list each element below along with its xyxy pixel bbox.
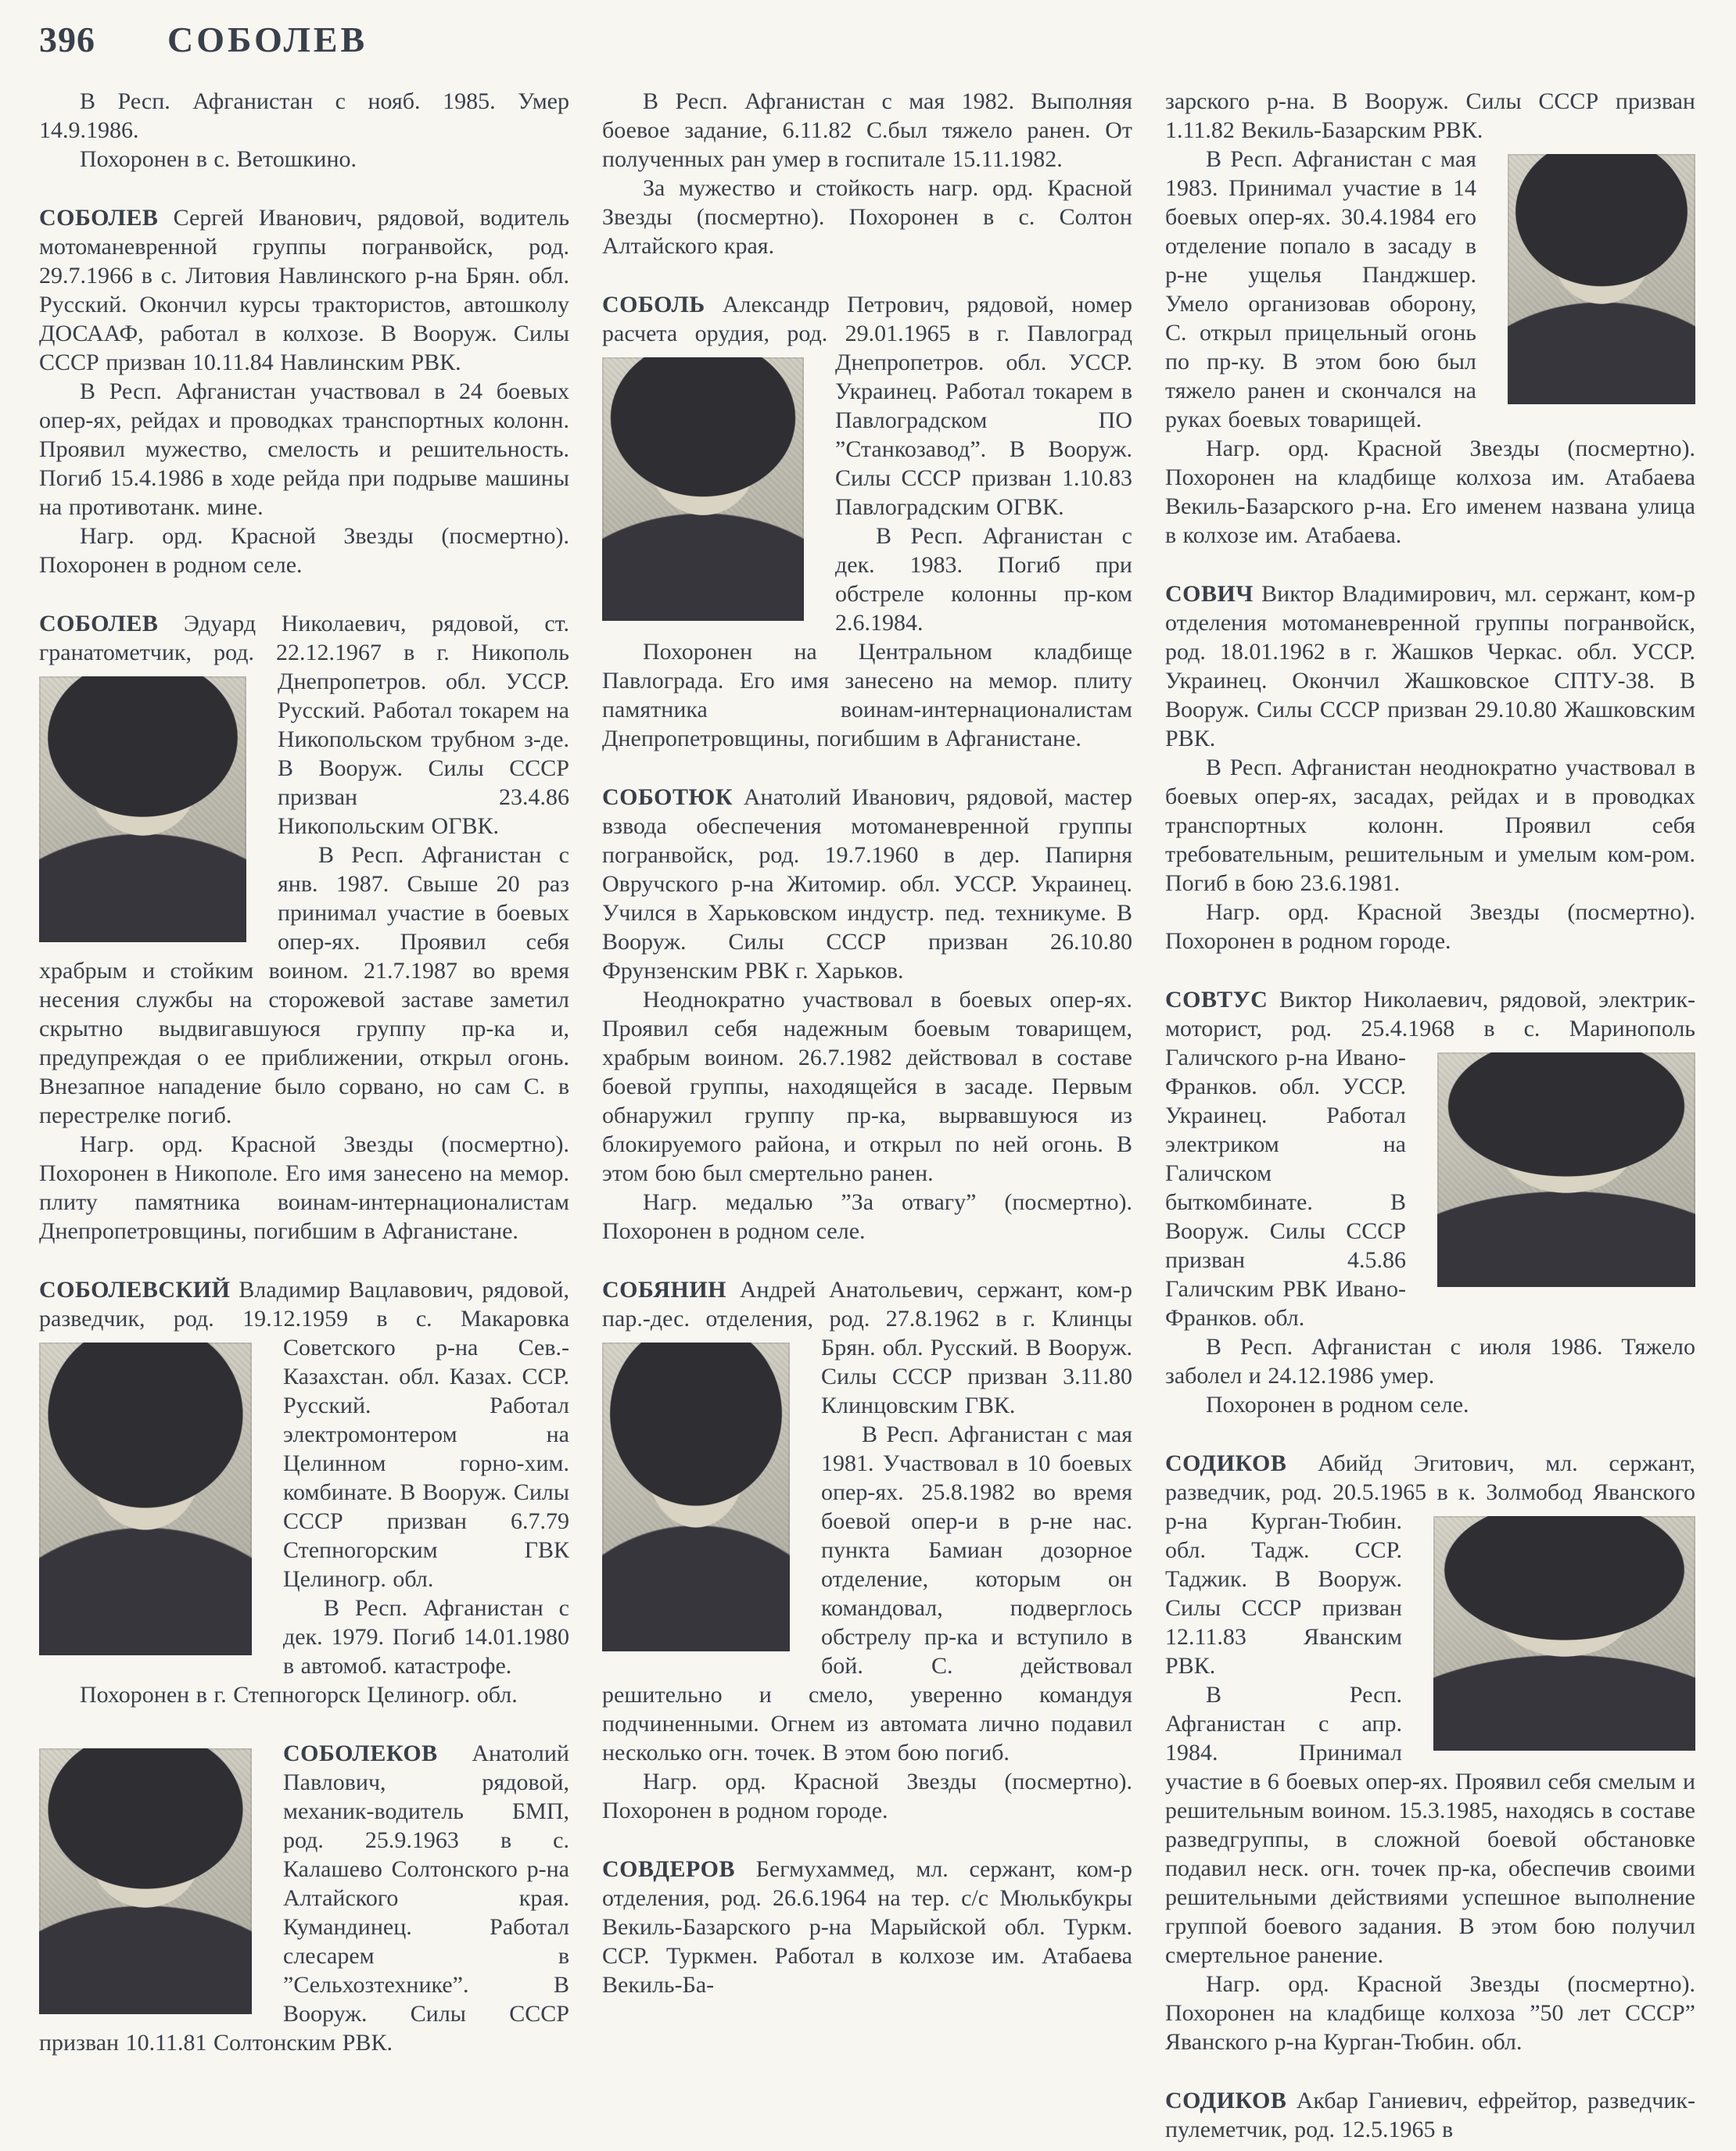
entry-surname: СОВДЕРОВ bbox=[602, 1856, 736, 1882]
column-3 bbox=[1165, 87, 1695, 2144]
paragraph bbox=[602, 1275, 1132, 1420]
entry-surname: СОВИЧ bbox=[1165, 581, 1254, 607]
paragraph bbox=[39, 203, 569, 377]
portrait-photo-sobolev-eduard bbox=[39, 676, 246, 942]
paragraph bbox=[602, 783, 1132, 985]
entry-text: Анатолий Иванович, рядовой, мастер взвода обеспечения мотоманевренной группы погранвойск, род. 19.7.1960 в дер. Папирня Овручского р-на Житомир. обл. УССР. Украинец. Учился в Харьковском индустр. пед. техникуме. В Вооруж. Силы СССР призван 26.10.80 Фрунзенским РВК г. Харьков. bbox=[602, 784, 1132, 984]
paragraph: В Респ. Афганистан с апр. 1984. Принимал участие в 6 боевых опер-ях. Проявил себя смелым и решительным воином. 15.3.1985, находясь в составе разведгруппы, в сложной боевой обстановке подавил неск. огн. точек пр-ка, обеспечив своими решительными действиями успешное выполнение группой боевого задания. В этом бою получил смертельное ранение. bbox=[1165, 1682, 1695, 1968]
portrait-photo-sovtus-viktor bbox=[1437, 1052, 1695, 1287]
paragraph: В Респ. Афганистан с мая 1981. Участвовал в 10 боевых опер-ях. 25.8.1982 во время боевой опер-и в р-не нас. пункта Бамиан дозорное отделение, которым он командовал, подверглось обстрелу пр-ка и вступило в бой. С. действовал решительно и смело, уверенно командуя подчиненными. Огнем из автомата лично подавил несколько огн. точек. В этом бою погиб. bbox=[602, 1421, 1132, 1766]
paragraph bbox=[39, 609, 569, 841]
entry-text: Виктор Николаевич, рядовой, электрик-моторист, род. 25.4.1968 в с. bbox=[1165, 987, 1696, 1041]
paragraph: В Респ. Афганистан с янв. 1987. Свыше 20 раз принимал участие в боевых опер-ях. Проявил себя храбрым и стойким воином. 21.7.1987 во время несения службы на сторожевой заставе заметил скрытно выдвигавшуюся группу пр-ка и, предупреждая о ее приближении, открыл огонь. Внезапное нападение было сорвано, но сам С. в перестрелке погиб. bbox=[39, 842, 569, 1128]
entry-sobolevsky-vladimir bbox=[39, 1275, 569, 1709]
paragraph: зарского р-на. В Вооруж. Силы СССР призван 1.11.82 Векиль-Базарским РВК. bbox=[1165, 88, 1695, 143]
paragraph: Нагр. орд. Красной Звезды (посмертно). Похоронен в родном селе. bbox=[39, 523, 569, 578]
entry-sobolev-eduard bbox=[39, 609, 569, 1246]
entry-sodikov-akbar bbox=[1165, 2086, 1695, 2144]
entry-sovderov-begmukhammed bbox=[602, 1855, 1132, 1999]
entry-surname: СОБОЛЕВ bbox=[39, 611, 159, 636]
portrait-photo-sobolekov-anatoly bbox=[39, 1748, 252, 2014]
columns bbox=[39, 87, 1695, 2144]
entry-surname: СОДИКОВ bbox=[1165, 1450, 1287, 1476]
portrait-photo-sodikov-abiyd bbox=[1433, 1516, 1695, 1751]
paragraph: Похоронен в родном селе. bbox=[1206, 1392, 1469, 1418]
paragraph: Похоронен на Центральном кладбище Павлограда. Его имя занесено на мемор. плиту памятника воинам-интернационалистам Днепропетровщины, погибшим в Афганистане. bbox=[602, 639, 1132, 751]
entry-text: Макаровка Советского р-на Сев.-Казахстан. обл. Казах. ССР. Русский. Работал электромонтером на Целинном горно-хим. комбинате. В Вооруж. Силы СССР призван 6.7.79 Степногорским ГВК Целиногр. обл. bbox=[283, 1306, 570, 1592]
paragraph: Похоронен в г. Степногорск Целиногр. обл. bbox=[80, 1682, 518, 1708]
portrait-photo-sovderov-begmukhammed bbox=[1508, 154, 1695, 404]
entry-sobyanin-andrey bbox=[602, 1275, 1132, 1825]
paragraph: В Респ. Афганистан с июля 1986. Тяжело заболел и 24.12.1986 умер. bbox=[1165, 1334, 1695, 1389]
entry-sodikov-abiyd bbox=[1165, 1449, 1695, 2056]
entry-sobol-alexandr bbox=[602, 290, 1132, 753]
entry-continuation-col1 bbox=[39, 87, 569, 174]
entry-text: Сергей Иванович, рядовой, водитель мотоманевренной группы погранвойск, род. 29.7.1966 в с. Литовия Навлинского р-на Брян. обл. Русский. Окончил курсы трактористов, автошколу ДОСААФ, работал в колхозе. В Вооруж. Силы СССР призван 10.11.84 Навлинским РВК. bbox=[39, 205, 569, 375]
entry-continuation-col2 bbox=[602, 87, 1132, 260]
entry-text: В Респ. Афганистан с мая 1983. Принимал участие в 14 боевых опер-ях. 30.4.1984 его отделение попало в засаду в р-не ущелья Панджшер. Умело организовав оборону, С. открыл прицельный огонь по пр-ку. В этом бою был тяжело ранен и скончался на руках боевых товарищей. bbox=[1165, 146, 1476, 432]
paragraph: В Респ. Афганистан с дек. 1983. Погиб при обстреле колонны пр-ком 2.6.1984. bbox=[835, 523, 1132, 636]
entry-text: в г. Клинцы Брян. обл. Русский. В Вооруж. Силы СССР призван 3.11.80 Клинцовским ГВК. bbox=[821, 1306, 1133, 1418]
paragraph bbox=[1165, 579, 1695, 753]
entry-surname: СОБОЛЬ bbox=[602, 292, 705, 317]
entry-surname: СОДИКОВ bbox=[1165, 2088, 1287, 2113]
paragraph bbox=[602, 1855, 1132, 1999]
entry-text: Маринополь Галичского р-на Ивано-Франков. обл. УССР. Украинец. Работал электриком на Галичском быткомбинате. В Вооруж. Силы СССР призван 4.5.86 Галичским РВК Ивано-Франков. обл. bbox=[1165, 1016, 1695, 1331]
entry-sovtus-viktor bbox=[1165, 985, 1695, 1419]
paragraph: В Респ. Афганистан участвовал в 24 боевых опер-ях, рейдах и проводках транспортных колонн. Проявил мужество, смелость и решительность. Погиб 15.4.1986 в ходе рейда при подрыве машины на противотанк. мине. bbox=[39, 378, 569, 520]
paragraph: В Респ. Афганистан с нояб. 1985. Умер 14.9.1986. bbox=[39, 88, 569, 143]
entry-surname: СОБЯНИН bbox=[602, 1277, 727, 1303]
entry-surname: СОБОЛЕВСКИЙ bbox=[39, 1277, 231, 1303]
portrait-photo-sobolevsky-vladimir bbox=[39, 1343, 252, 1655]
paragraph bbox=[39, 1275, 569, 1594]
paragraph: В Респ. Афганистан с мая 1982. Выполняя боевое задание, 6.11.82 С.был тяжело ранен. От полученных ран умер в госпитале 15.11.1982. bbox=[602, 88, 1132, 172]
entry-text: Никополь Днепропетров. обл. УССР. Русский. Работал токарем на Никопольском трубном з-де. В Вооруж. Силы СССР призван 23.4.86 Никопольским ОГВК. bbox=[278, 640, 569, 839]
paragraph bbox=[1165, 145, 1695, 434]
paragraph bbox=[1165, 1449, 1695, 1680]
entry-sovich-viktor bbox=[1165, 579, 1695, 955]
entry-text: Андрей Анатольевич, сержант, ком-р пар.-дес. отделения, род. 27.8.1962 bbox=[602, 1277, 1132, 1332]
entry-continuation-sovderov bbox=[1165, 87, 1695, 550]
entry-text: Бегмухаммед, мл. сержант, ком-р отделения, род. 26.6.1964 на тер. с/с Мюлькбукры Векиль-Базарского р-на Марыйской обл. Туркм. ССР. Туркмен. Работал в колхозе им. Атабаева Векиль-Ба- bbox=[602, 1856, 1132, 1998]
entry-sobolekov-anatoly bbox=[39, 1739, 569, 2057]
paragraph: Нагр. медалью ”За отвагу” (посмертно). Похоронен в родном селе. bbox=[602, 1189, 1132, 1244]
column-1 bbox=[39, 87, 569, 2144]
entry-sobolev-sergey bbox=[39, 203, 569, 579]
paragraph: Нагр. орд. Красной Звезды (посмертно). Похоронен в родном городе. bbox=[1165, 899, 1695, 954]
entry-text: Анатолий Павлович, рядовой, механик-водитель БМП, род. 25.9.1963 в с. Калашево Солтонского р-на Алтайского края. Кумандинец. Работал слесарем в ”Сельхозтехнике”. В Вооруж. Силы СССР призван 10.11.81 Солтонским РВК. bbox=[39, 1741, 569, 2056]
entry-surname: СОБОТЮК bbox=[602, 784, 733, 810]
paragraph: За мужество и стойкость нагр. орд. Красной Звезды (посмертно). Похоронен в с. Солтон Алтайского края. bbox=[602, 175, 1132, 259]
page-number: 396 bbox=[39, 20, 95, 59]
entry-text: Яванского р-на Курган-Тюбин. обл. Тадж. ССР. Таджик. В Вооруж. Силы СССР призван 12.11.83 Яванским РВК. bbox=[1165, 1479, 1695, 1679]
entry-text: Абийд Эгитович, мл. сержант, разведчик, род. 20.5.1965 в к. Золмобод bbox=[1165, 1450, 1696, 1505]
entry-text: Виктор Владимирович, мл. сержант, ком-р отделения мотоманевренной группы погранвойск, род. 18.01.1962 в г. Жашков Черкас. обл. УССР. Украинец. Окончил Жашковское СПТУ-38. В Вооруж. Силы СССР призван 29.10.80 Жашковским РВК. bbox=[1165, 581, 1696, 751]
page-title: СОБОЛЕВ bbox=[167, 20, 368, 59]
entry-text: Эдуард Николаевич, рядовой, ст. гранатометчик, род. 22.12.1967 в г. bbox=[39, 611, 569, 665]
portrait-photo-sobol-alexandr bbox=[602, 357, 804, 621]
entry-text: Акбар Ганиевич, ефрейтор, разведчик-пулеметчик, род. 12.5.1965 в bbox=[1165, 2088, 1695, 2142]
paragraph: Нагр. орд. Красной Звезды (посмертно). Похоронен в Никополе. Его имя занесено на мемор. плиту памятника воинам-интернационалистам Днепропетровщины, погибшим в Афганистане. bbox=[39, 1131, 569, 1244]
paragraph: Нагр. орд. Красной Звезды (посмертно). Похоронен в родном городе. bbox=[602, 1769, 1132, 1823]
paragraph: Нагр. орд. Красной Звезды (посмертно). Похоронен на кладбище колхоза ”50 лет СССР” Яванского р-на Курган-Тюбин. обл. bbox=[1165, 1971, 1695, 2055]
paragraph: Похоронен в с. Ветошкино. bbox=[80, 146, 357, 172]
paragraph: В Респ. Афганистан неоднократно участвовал в боевых опер-ях, засадах, рейдах и в проводках транспортных колонн. Проявил себя требовательным, решительным и умелым ком-ром. Погиб в бою 23.6.1981. bbox=[1165, 755, 1695, 896]
paragraph: Нагр. орд. Красной Звезды (посмертно). Похоронен на кладбище колхоза им. Атабаева Векиль-Базарского р-на. Его именем названа улица в колхозе им. Атабаева. bbox=[1165, 436, 1695, 548]
entry-sobotyuk-anatoly bbox=[602, 783, 1132, 1246]
column-2 bbox=[602, 87, 1132, 2144]
portrait-photo-sobyanin-andrey bbox=[602, 1343, 790, 1651]
paragraph bbox=[602, 290, 1132, 522]
entry-surname: СОВТУС bbox=[1165, 987, 1268, 1013]
paragraph bbox=[1165, 985, 1695, 1332]
paragraph: В Респ. Афганистан с дек. 1979. Погиб 14.01.1980 в автомоб. катастрофе. bbox=[283, 1595, 569, 1679]
paragraph: Неоднократно участвовал в боевых опер-ях. Проявил себя надежным боевым товарищем, храбрым воином. 26.7.1982 действовал в составе боевой группы, находящейся в засаде. Первым обнаружил группу пр-ка, вырвавшуюся из блокируемого района, и открыл по ней огонь. В этом бою был смертельно ранен. bbox=[602, 987, 1132, 1186]
entry-text: Владимир Вацлавович, рядовой, разведчик, род. 19.12.1959 в с. bbox=[39, 1277, 569, 1332]
entry-text: г. Павлоград Днепропетров. обл. УССР. Украинец. Работал токарем в Павлоградском ПО ”Станкозавод”. В Вооруж. Силы СССР призван 1.10.83 Павлоградским ОГВК. bbox=[835, 321, 1132, 520]
entry-surname: СОБОЛЕВ bbox=[39, 205, 159, 231]
page-header bbox=[39, 19, 1695, 60]
paragraph bbox=[1165, 2086, 1695, 2144]
entry-surname: СОБОЛЕКОВ bbox=[283, 1741, 438, 1766]
paragraph bbox=[39, 1739, 569, 2057]
entry-text: Александр Петрович, рядовой, номер расчета орудия, род. 29.01.1965 в bbox=[602, 292, 1132, 346]
